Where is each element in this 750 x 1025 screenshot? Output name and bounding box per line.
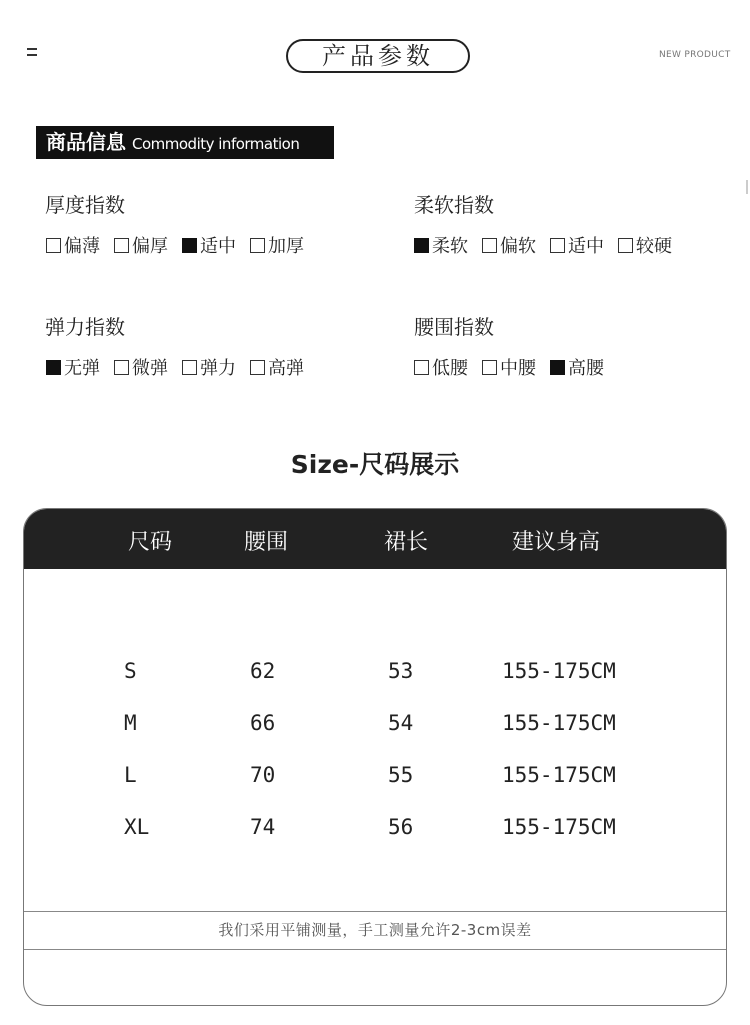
unchecked-box-icon — [482, 238, 497, 253]
waist-rise-title: 腰围指数 — [414, 315, 494, 339]
option-item — [250, 232, 304, 258]
header-waist: 腰围 — [244, 530, 289, 555]
option-label: 中腰 — [500, 358, 536, 379]
table-cell: XL — [124, 815, 150, 839]
page-title: 产品参数 — [286, 39, 470, 73]
table-cell: 62 — [250, 659, 276, 683]
unchecked-box-icon — [414, 360, 429, 375]
unchecked-box-icon — [46, 238, 61, 253]
checked-box-icon — [414, 238, 429, 253]
unchecked-box-icon — [250, 360, 265, 375]
header-size: 尺码 — [128, 530, 173, 555]
option-label: 适中 — [200, 236, 236, 257]
table-cell: 155-175CM — [502, 659, 616, 683]
option-item — [182, 354, 236, 380]
table-cell: 74 — [250, 815, 276, 839]
option-item — [250, 354, 304, 380]
unchecked-box-icon — [250, 238, 265, 253]
option-label: 无弹 — [64, 358, 100, 379]
option-label: 适中 — [568, 236, 604, 257]
size-table-header — [24, 509, 726, 569]
header-height: 建议身高 — [512, 530, 601, 555]
option-item — [114, 232, 168, 258]
option-item — [414, 232, 468, 258]
thickness-title: 厚度指数 — [45, 193, 125, 217]
table-row — [24, 763, 726, 793]
option-item — [550, 354, 604, 380]
elasticity-options — [46, 354, 304, 380]
option-label: 柔软 — [432, 236, 468, 257]
table-cell: 56 — [388, 815, 414, 839]
option-label: 弹力 — [200, 358, 236, 379]
option-label: 低腰 — [432, 358, 468, 379]
table-cell: S — [124, 659, 137, 683]
size-table — [23, 508, 727, 1006]
table-row — [24, 711, 726, 741]
softness-options — [414, 232, 672, 258]
table-cell: 66 — [250, 711, 276, 735]
header-skirt-length: 裙长 — [384, 530, 429, 555]
checked-box-icon — [550, 360, 565, 375]
softness-title: 柔软指数 — [414, 193, 494, 217]
unchecked-box-icon — [182, 360, 197, 375]
menu-icon — [27, 48, 37, 60]
banner-title-cn: 商品信息 — [46, 130, 126, 154]
banner-title-en: Commodity information — [132, 135, 300, 153]
option-label: 偏软 — [500, 236, 536, 257]
unchecked-box-icon — [482, 360, 497, 375]
unchecked-box-icon — [550, 238, 565, 253]
option-label: 加厚 — [268, 236, 304, 257]
checked-box-icon — [182, 238, 197, 253]
option-label: 偏薄 — [64, 236, 100, 257]
measurement-note: 我们采用平铺测量，手工测量允许2-3cm误差 — [218, 921, 532, 939]
new-product-tag: NEW PRODUCT — [659, 50, 731, 60]
edge-mark — [746, 180, 748, 194]
elasticity-title: 弹力指数 — [45, 315, 125, 339]
note-divider-top — [24, 911, 726, 912]
option-label: 较硬 — [636, 236, 672, 257]
table-cell: 53 — [388, 659, 414, 683]
option-label: 高弹 — [268, 358, 304, 379]
table-cell: 155-175CM — [502, 711, 616, 735]
size-section-title: Size-尺码展示 — [290, 450, 460, 479]
unchecked-box-icon — [618, 238, 633, 253]
option-item — [46, 232, 100, 258]
commodity-info-banner — [36, 126, 334, 159]
option-item — [46, 354, 100, 380]
table-cell: 54 — [388, 711, 414, 735]
option-item — [114, 354, 168, 380]
table-cell: 155-175CM — [502, 763, 616, 787]
option-item — [550, 232, 604, 258]
unchecked-box-icon — [114, 360, 129, 375]
waist-rise-options — [414, 354, 604, 380]
thickness-options — [46, 232, 304, 258]
unchecked-box-icon — [114, 238, 129, 253]
option-item — [618, 232, 672, 258]
option-label: 偏厚 — [132, 236, 168, 257]
table-row — [24, 815, 726, 845]
table-cell: M — [124, 711, 137, 735]
option-label: 高腰 — [568, 358, 604, 379]
option-item — [482, 232, 536, 258]
table-cell: 55 — [388, 763, 414, 787]
checked-box-icon — [46, 360, 61, 375]
option-label: 微弹 — [132, 358, 168, 379]
option-item — [182, 232, 236, 258]
note-divider-bottom — [24, 949, 726, 950]
option-item — [414, 354, 468, 380]
table-row — [24, 659, 726, 689]
table-cell: 70 — [250, 763, 276, 787]
table-cell: L — [124, 763, 137, 787]
option-item — [482, 354, 536, 380]
table-cell: 155-175CM — [502, 815, 616, 839]
